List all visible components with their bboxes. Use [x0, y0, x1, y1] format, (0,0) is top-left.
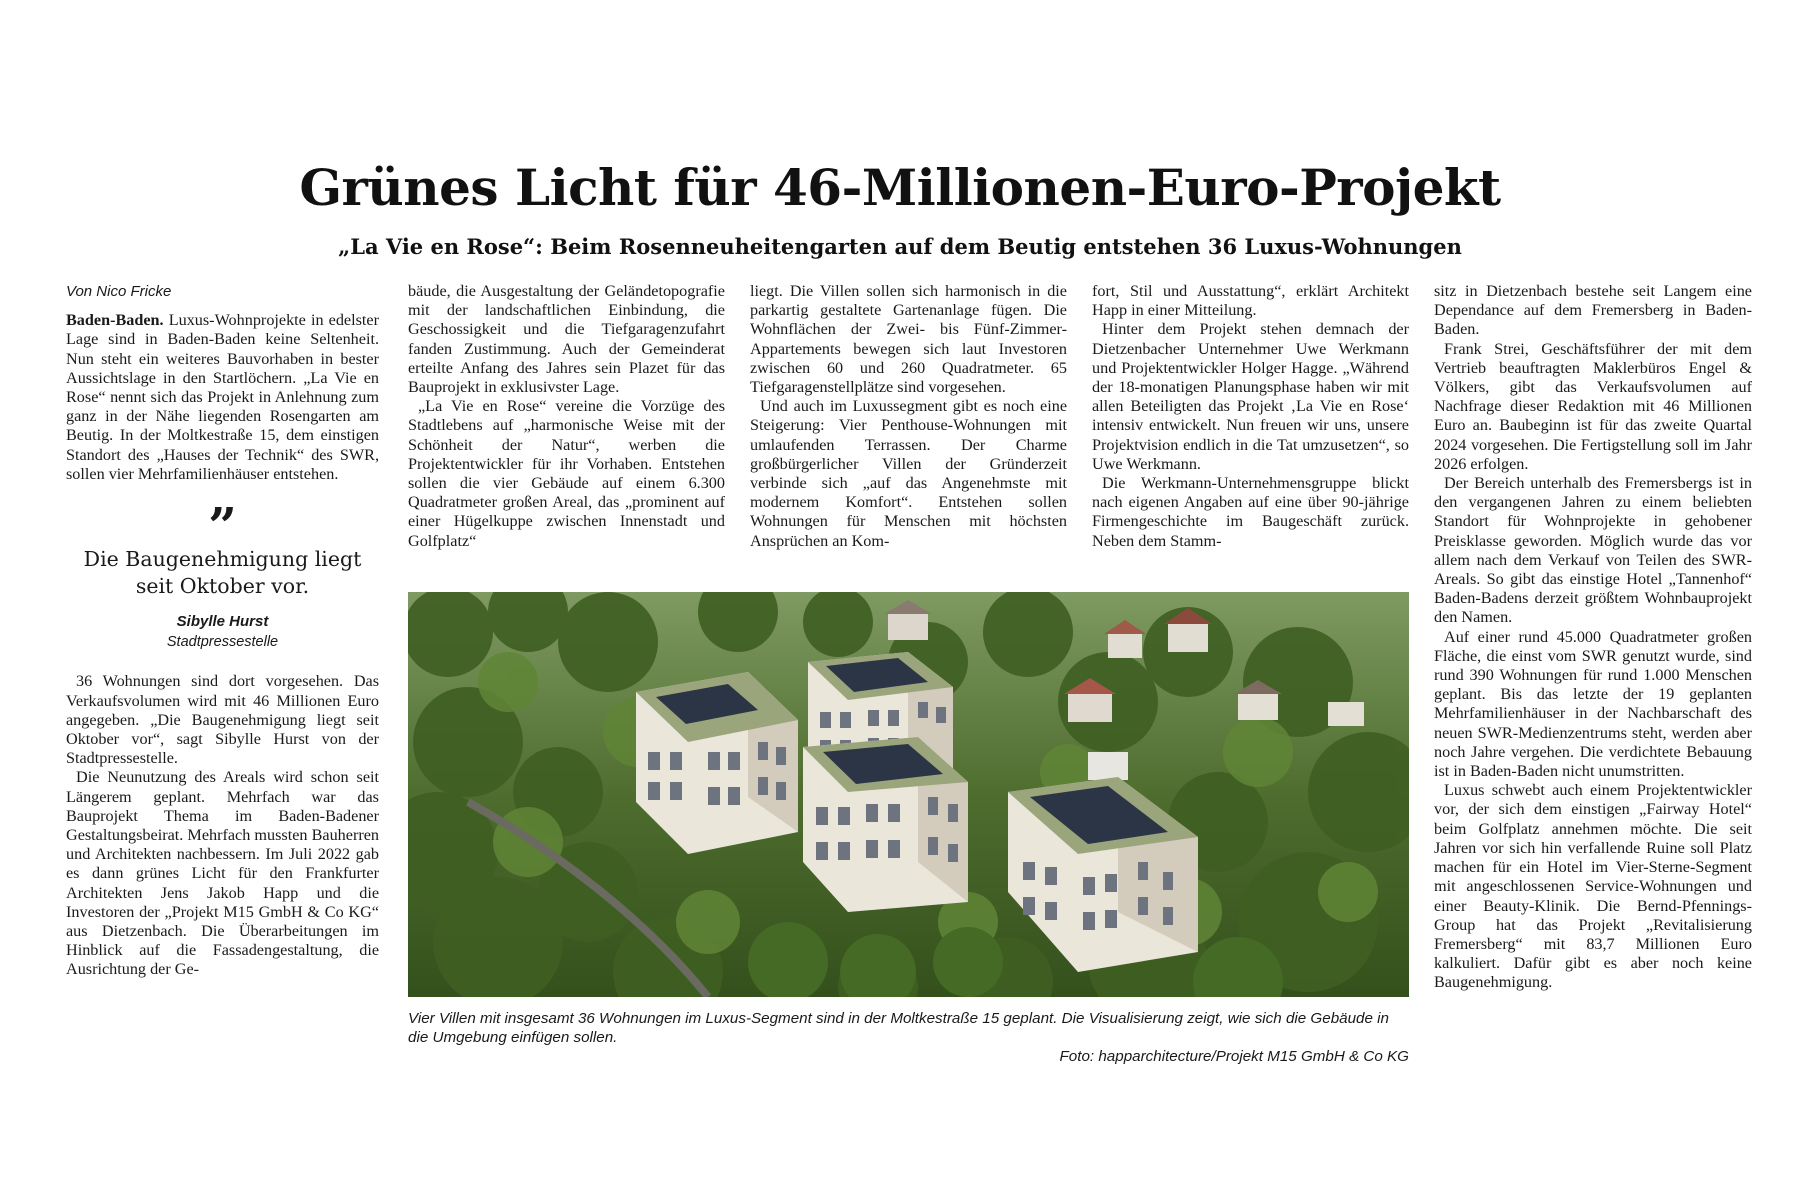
- body-paragraph: sitz in Dietzenbach bestehe seit Langem eine Dependance auf dem Fremersberg in Baden-Baden.: [1434, 282, 1752, 339]
- article-column-5: [1434, 282, 1752, 993]
- body-paragraph: „La Vie en Rose“ vereine die Vorzüge des Stadtlebens auf „harmonische Weise mit der Schönheit der Natur“, werben die Projektentwickler für ihr Vorhaben. Entstehen sollen die vier Gebäude auf einem 6.300 Quadratmeter großen Areal, das „prominent auf einer Hügelkuppe zwischen Innenstadt und Golfplatz“: [408, 397, 725, 550]
- quote-author: Sibylle Hurst: [176, 613, 269, 631]
- body-paragraph: liegt. Die Villen sollen sich harmonisch in die parkartig gestaltete Gartenanlage fügen. Die Wohnflächen der Zwei- bis Fünf-Zimmer-Appartements bewegen sich laut Investoren zwischen 60 und 260 Quadratmeter. 65 Tiefgaragenstellplätze sind vorgesehen.: [750, 282, 1067, 397]
- intro-text: Luxus-Wohnprojekte in edelster Lage sind in Baden-Baden keine Seltenheit. Nun steht ein weiteres Bauvorhaben in bester Aussichtslage in den Startlöchern. „La Vie en Rose“ nennt sich das Projekt in Anlehnung zum ganz in der Nähe liegenden Rosengarten am Beutig. In der Moltkestraße 15, dem einstigen Standort des „Hauses der Technik“ des SWR, sollen vier Mehrfamilienhäuser entstehen.: [66, 311, 379, 483]
- byline: Von Nico Fricke: [66, 283, 172, 300]
- body-paragraph: Luxus schwebt auch einem Projektentwickler vor, der sich dem einstigen „Fairway Hotel“ beim Golfplatz annehmen möchte. Die seit Jahren vor sich hin verfallende Ruine soll Platz machen für ein Hotel im Vier-Sterne-Segment mit angeschlossenen Service-Wohnungen und einer Beauty-Klinik. Die Bernd-Pfennings-Group hat das Projekt „Revitalisierung Fremersberg“ mit 83,7 Millionen Euro kalkuliert. Dafür gibt es aber noch keine Baugenehmigung.: [1434, 781, 1752, 992]
- body-paragraph: Der Bereich unterhalb des Fremersbergs ist in den vergangenen Jahren zu einem beliebten Standort für Wohnprojekte in gehobener Preisklasse geworden. Möglich wurde das vor allem nach dem Verkauf von Teilen des SWR-Areals. So gibt das einstige Hotel „Tannenhof“ Baden-Badens derzeit größtem Wohnbauprojekt den Namen.: [1434, 474, 1752, 627]
- quote-mark-icon: ”: [208, 496, 237, 556]
- body-paragraph: bäude, die Ausgestaltung der Geländetopografie mit der landschaftlichen Einbindung, die Geschossigkeit und die Tiefgaragenzufahrt fanden Zustimmung. Auch der Gemeinderat erteilte Anfang des Jahres sein Plazet für das Bauprojekt in exklusivster Lage.: [408, 282, 725, 397]
- building-3: [803, 737, 968, 912]
- body-paragraph: Die Werkmann-Unternehmensgruppe blickt nach eigenen Angaben auf eine über 90-jährige Firmengeschichte im Baugeschäft zurück. Neben dem Stamm-: [1092, 474, 1409, 550]
- article-column-3: [750, 282, 1067, 551]
- article-column-2: [408, 282, 725, 551]
- quote-text: Die Baugenehmigung liegt seit Oktober vor.: [83, 547, 362, 599]
- body-paragraph: Die Neunutzung des Areals wird schon seit Längerem geplant. Mehrfach war das Bauprojekt Thema im Baden-Badener Gestaltungsbeirat. Mehrfach mussten Bauherren und Architekten nachbessern. Im Juli 2022 gab es dann grünes Licht für den Frankfurter Architekten Jens Jakob Happ und die Investoren der „Projekt M15 GmbH & Co KG“ aus Dietzenbach. Die Überarbeitungen im Hinblick auf die Fassadengestaltung, die Ausrichtung der Ge-: [66, 768, 379, 979]
- pull-quote: [66, 496, 379, 652]
- photo-caption: [408, 1009, 1409, 1066]
- photo-credit: Foto: happarchitecture/Projekt M15 GmbH & Co KG: [1059, 1048, 1409, 1065]
- headline: Grünes Licht für 46-Millionen-Euro-Projekt: [299, 158, 1501, 217]
- quote-role: Stadtpressestelle: [166, 634, 279, 651]
- subheadline: „La Vie en Rose“: Beim Rosenneuheitengarten auf dem Beutig entstehen 36 Luxus-Wohnungen: [338, 234, 1462, 259]
- article-photo: [408, 592, 1409, 997]
- visualization-image: [408, 592, 1409, 997]
- body-paragraph: Auf einer rund 45.000 Quadratmeter großen Fläche, die einst vom SWR genutzt wurde, sind rund 390 Wohnungen für rund 1.000 Menschen geplant. Bis das letzte der 19 geplanten Mehrfamilienhäuser in der Nachbarschaft des neuen SWR-Medienzentrums steht, werden aber noch Jahre vergehen. Die verdichtete Bebauung ist in Baden-Baden nicht unumstritten.: [1434, 627, 1752, 781]
- caption-text: Vier Villen mit insgesamt 36 Wohnungen im Luxus-Segment sind in der Moltkestraße 15 geplant. Die Visualisierung zeigt, wie sich die Gebäude in die Umgebung einfügen sollen.: [408, 1010, 1389, 1046]
- body-paragraph: Frank Strei, Geschäftsführer der mit dem Vertrieb beauftragten Maklerbüros Engel & Völkers, gibt das Verkaufsvolumen auf Nachfrage dieser Redaktion mit 46 Millionen Euro an. Baubeginn ist für das zweite Quartal 2024 vorgesehen. Die Fertigstellung soll im Jahr 2026 erfolgen.: [1434, 339, 1752, 473]
- article-column-1: [66, 282, 379, 980]
- article-column-4: [1092, 282, 1409, 551]
- dateline: Baden-Baden.: [66, 311, 164, 330]
- body-paragraph: Und auch im Luxussegment gibt es noch eine Steigerung: Vier Penthouse-Wohnungen mit umlaufenden Terrassen. Der Charme großbürgerlicher Villen der Gründerzeit verbinde sich „auf das Angenehmste mit modernem Komfort“. Entstehen sollen Wohnungen für Menschen mit höchsten Ansprüchen an Kom-: [750, 397, 1067, 550]
- intro-paragraph: [66, 311, 379, 484]
- body-paragraph: Hinter dem Projekt stehen demnach der Dietzenbacher Unternehmer Uwe Werkmann und Projektentwickler Holger Hagge. „Während der 18-monatigen Planungsphase haben wir mit allen Beteiligten das Projekt ‚La Vie en Rose‘ intensiv entwickelt. Nun freuen wir uns, unsere Projektvision endlich in die Tat umzusetzen“, so Uwe Werkmann.: [1092, 320, 1409, 473]
- body-paragraph: 36 Wohnungen sind dort vorgesehen. Das Verkaufsvolumen wird mit 46 Millionen Euro angegeben. „Die Baugenehmigung liegt seit Oktober vor“, sagt Sibylle Hurst von der Stadtpressestelle.: [66, 672, 379, 768]
- body-paragraph: fort, Stil und Ausstattung“, erklärt Architekt Happ in einer Mitteilung.: [1092, 282, 1409, 320]
